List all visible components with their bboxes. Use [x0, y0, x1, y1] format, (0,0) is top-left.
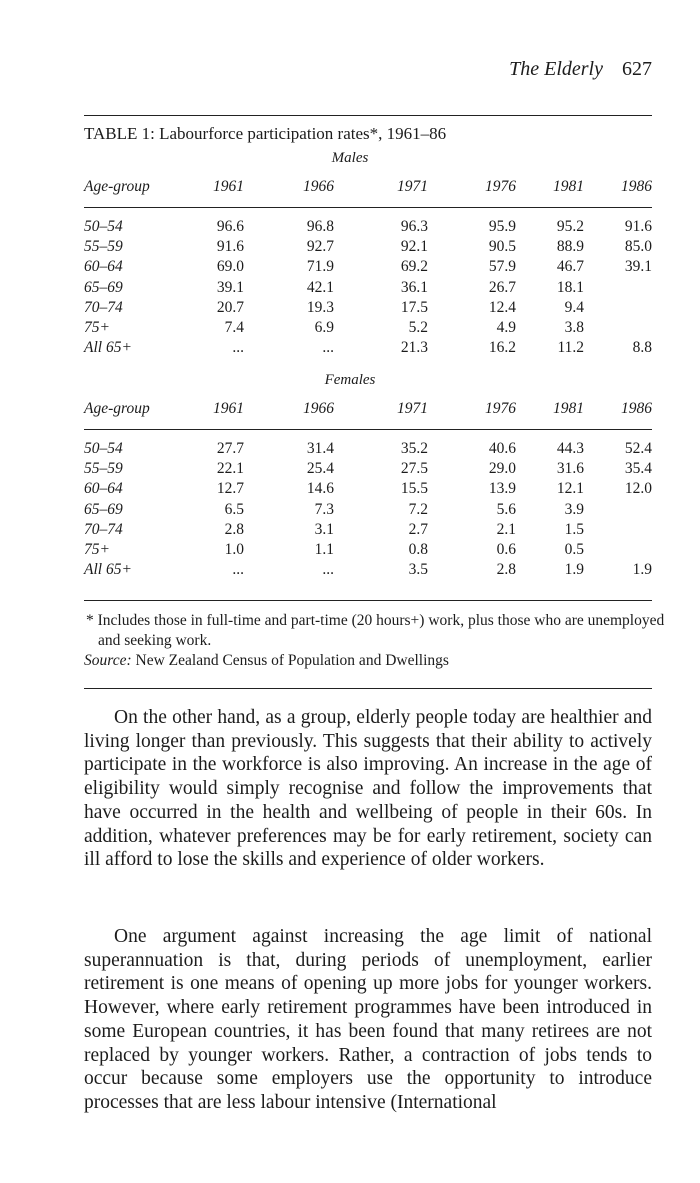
rate-cell: 3.9	[564, 500, 584, 518]
age-group-cell: All 65+	[84, 561, 132, 579]
rate-cell: 0.5	[564, 541, 584, 558]
rate-cell: 40.6	[488, 440, 516, 457]
rate-cell: 14.6	[306, 480, 334, 498]
rate-cell: 1.1	[314, 541, 334, 558]
rate-cell: 20.7	[216, 298, 244, 316]
year-header: 1966	[303, 178, 334, 195]
table-row	[84, 299, 652, 319]
rate-cell: 26.7	[488, 278, 516, 296]
year-header: 1986	[621, 178, 652, 195]
rate-cell: 2.1	[496, 520, 516, 538]
column-header-row	[84, 178, 652, 198]
year-header: 1961	[213, 400, 244, 417]
header-rule	[84, 429, 652, 430]
rate-cell: 27.5	[400, 460, 428, 478]
rate-cell: 2.8	[224, 520, 244, 538]
year-header: 1976	[485, 178, 516, 195]
age-group-header: Age-group	[84, 400, 150, 417]
rate-cell: 3.8	[564, 319, 584, 336]
rate-cell: 35.4	[624, 460, 652, 478]
rate-cell: 7.2	[408, 500, 428, 518]
rate-cell: 69.2	[400, 258, 428, 276]
rate-cell: 8.8	[632, 339, 652, 357]
rate-cell: 1.0	[224, 541, 244, 558]
rate-cell: 13.9	[488, 480, 516, 498]
table-row	[84, 521, 652, 541]
running-header	[509, 58, 652, 81]
rate-cell: 17.5	[400, 298, 428, 316]
rate-cell: 11.2	[557, 339, 584, 357]
rate-cell: 57.9	[488, 258, 516, 276]
rate-cell: 96.6	[216, 218, 244, 235]
age-group-cell: 50–54	[84, 440, 123, 457]
age-group-cell: All 65+	[84, 339, 132, 357]
year-header: 1981	[553, 178, 584, 195]
age-group-cell: 55–59	[84, 238, 123, 256]
rate-cell: 71.9	[306, 258, 334, 276]
rate-cell: 12.1	[556, 480, 584, 498]
year-header: 1971	[397, 178, 428, 195]
rate-cell: 5.2	[408, 319, 428, 336]
footnote-bottom-rule	[84, 688, 652, 689]
table-row	[84, 501, 652, 521]
rate-cell: 95.2	[556, 218, 584, 235]
rate-cell: 36.1	[400, 278, 428, 296]
age-group-cell: 75+	[84, 541, 110, 558]
table-row	[84, 258, 652, 278]
rate-cell: 18.1	[556, 278, 584, 296]
rate-cell: 96.3	[400, 218, 428, 235]
rate-cell: 12.0	[624, 480, 652, 498]
year-header: 1986	[621, 400, 652, 417]
rate-cell: 69.0	[216, 258, 244, 276]
rate-cell: 42.1	[306, 278, 334, 296]
section-title: Males	[331, 150, 369, 166]
age-group-cell: 60–64	[84, 480, 123, 498]
year-header: 1971	[397, 400, 428, 417]
rate-cell: 22.1	[216, 460, 244, 478]
age-group-cell: 70–74	[84, 520, 123, 538]
rate-cell: 46.7	[556, 258, 584, 276]
page-number: 627	[622, 58, 652, 80]
year-header: 1961	[213, 178, 244, 195]
rate-cell: 1.9	[632, 561, 652, 579]
rate-cell: 91.6	[216, 238, 244, 256]
rate-cell: 35.2	[400, 440, 428, 457]
rate-cell: ...	[232, 339, 244, 357]
age-group-cell: 70–74	[84, 298, 123, 316]
rate-cell: 1.9	[564, 561, 584, 579]
rate-cell: 31.4	[306, 440, 334, 457]
rate-cell: 52.4	[624, 440, 652, 457]
rate-cell: 2.7	[408, 520, 428, 538]
table-row	[84, 238, 652, 258]
age-group-cell: 65–69	[84, 500, 123, 518]
year-header: 1981	[553, 400, 584, 417]
column-header-row	[84, 400, 652, 420]
rate-cell: 1.5	[564, 520, 584, 538]
table-caption: TABLE 1: Labourforce participation rates*, 1961–86	[84, 124, 447, 143]
body-paragraph: On the other hand, as a group, elderly people today are healthier and living longer than previously. This suggests that their ability to actively participate in the workforce is also improving. An increase in the age of eligibility would simply recognise and follow the improvements that have occurred in the health and wellbeing of people in their 60s. In addition, whatever preferences may be for early retirement, society can ill afford to lose the skills and experience of older workers.	[84, 707, 652, 871]
rate-cell: 95.9	[488, 218, 516, 235]
rate-cell: 7.4	[224, 319, 244, 336]
source-label: Source:	[84, 652, 132, 669]
rate-cell: 85.0	[624, 238, 652, 256]
table-row	[84, 541, 652, 561]
rate-cell: 92.1	[400, 238, 428, 256]
body-paragraph: One argument against increasing the age limit of national superannuation is that, during periods of unemployment, earlier retirement is one means of opening up more jobs for younger workers. However, where early retirement programmes have been introduced in some European countries, it has been found that many retirees are not replaced by younger workers. Rather, a contraction of jobs tends to occur because some employers use the opportunity to introduce processes that are less labour intensive (International	[84, 926, 652, 1113]
rate-cell: 29.0	[488, 460, 516, 478]
age-group-cell: 65–69	[84, 278, 123, 296]
rate-cell: ...	[232, 561, 244, 579]
rate-cell: 12.7	[216, 480, 244, 498]
table-row	[84, 480, 652, 500]
section-title: Females	[324, 372, 376, 388]
rate-cell: 6.9	[314, 319, 334, 336]
rate-cell: 15.5	[400, 480, 428, 498]
age-group-cell: 75+	[84, 319, 110, 336]
rate-cell: 91.6	[624, 218, 652, 235]
rate-cell: 19.3	[306, 298, 334, 316]
rate-cell: ...	[322, 339, 334, 357]
rate-cell: 25.4	[306, 460, 334, 478]
rate-cell: 92.7	[306, 238, 334, 256]
table-row	[84, 339, 652, 359]
age-group-cell: 55–59	[84, 460, 123, 478]
table-row	[84, 218, 652, 238]
rate-cell: ...	[322, 561, 334, 579]
table-row	[84, 319, 652, 339]
age-group-cell: 60–64	[84, 258, 123, 276]
table-row	[84, 561, 652, 581]
rate-cell: 12.4	[488, 298, 516, 316]
table-row	[84, 440, 652, 460]
rate-cell: 0.6	[496, 541, 516, 558]
rate-cell: 6.5	[224, 500, 244, 518]
table-row	[84, 460, 652, 480]
header-rule	[84, 207, 652, 208]
year-header: 1966	[303, 400, 334, 417]
rate-cell: 39.1	[624, 258, 652, 276]
source-text: New Zealand Census of Population and Dwellings	[131, 652, 449, 669]
rate-cell: 5.6	[496, 500, 516, 518]
rate-cell: 90.5	[488, 238, 516, 256]
rate-cell: 9.4	[564, 298, 584, 316]
rate-cell: 0.8	[408, 541, 428, 558]
rate-cell: 44.3	[556, 440, 584, 457]
rate-cell: 3.5	[408, 561, 428, 579]
age-group-header: Age-group	[84, 178, 150, 195]
table-bottom-rule	[84, 600, 652, 601]
age-group-cell: 50–54	[84, 218, 123, 235]
table-top-rule	[84, 115, 652, 116]
rate-cell: 3.1	[314, 520, 334, 538]
rate-cell: 16.2	[488, 339, 516, 357]
year-header: 1976	[485, 400, 516, 417]
rate-cell: 88.9	[556, 238, 584, 256]
running-title: The Elderly	[509, 58, 603, 80]
rate-cell: 27.7	[216, 440, 244, 457]
rate-cell: 96.8	[306, 218, 334, 235]
rate-cell: 21.3	[400, 339, 428, 357]
rate-cell: 2.8	[496, 561, 516, 579]
table-row	[84, 279, 652, 299]
rate-cell: 4.9	[496, 319, 516, 336]
table-source	[84, 651, 652, 671]
rate-cell: 39.1	[216, 278, 244, 296]
table-footnote: * Includes those in full-time and part-time (20 hours+) work, plus those who are unemployed and seeking work.	[86, 612, 665, 649]
rate-cell: 7.3	[314, 500, 334, 518]
rate-cell: 31.6	[556, 460, 584, 478]
